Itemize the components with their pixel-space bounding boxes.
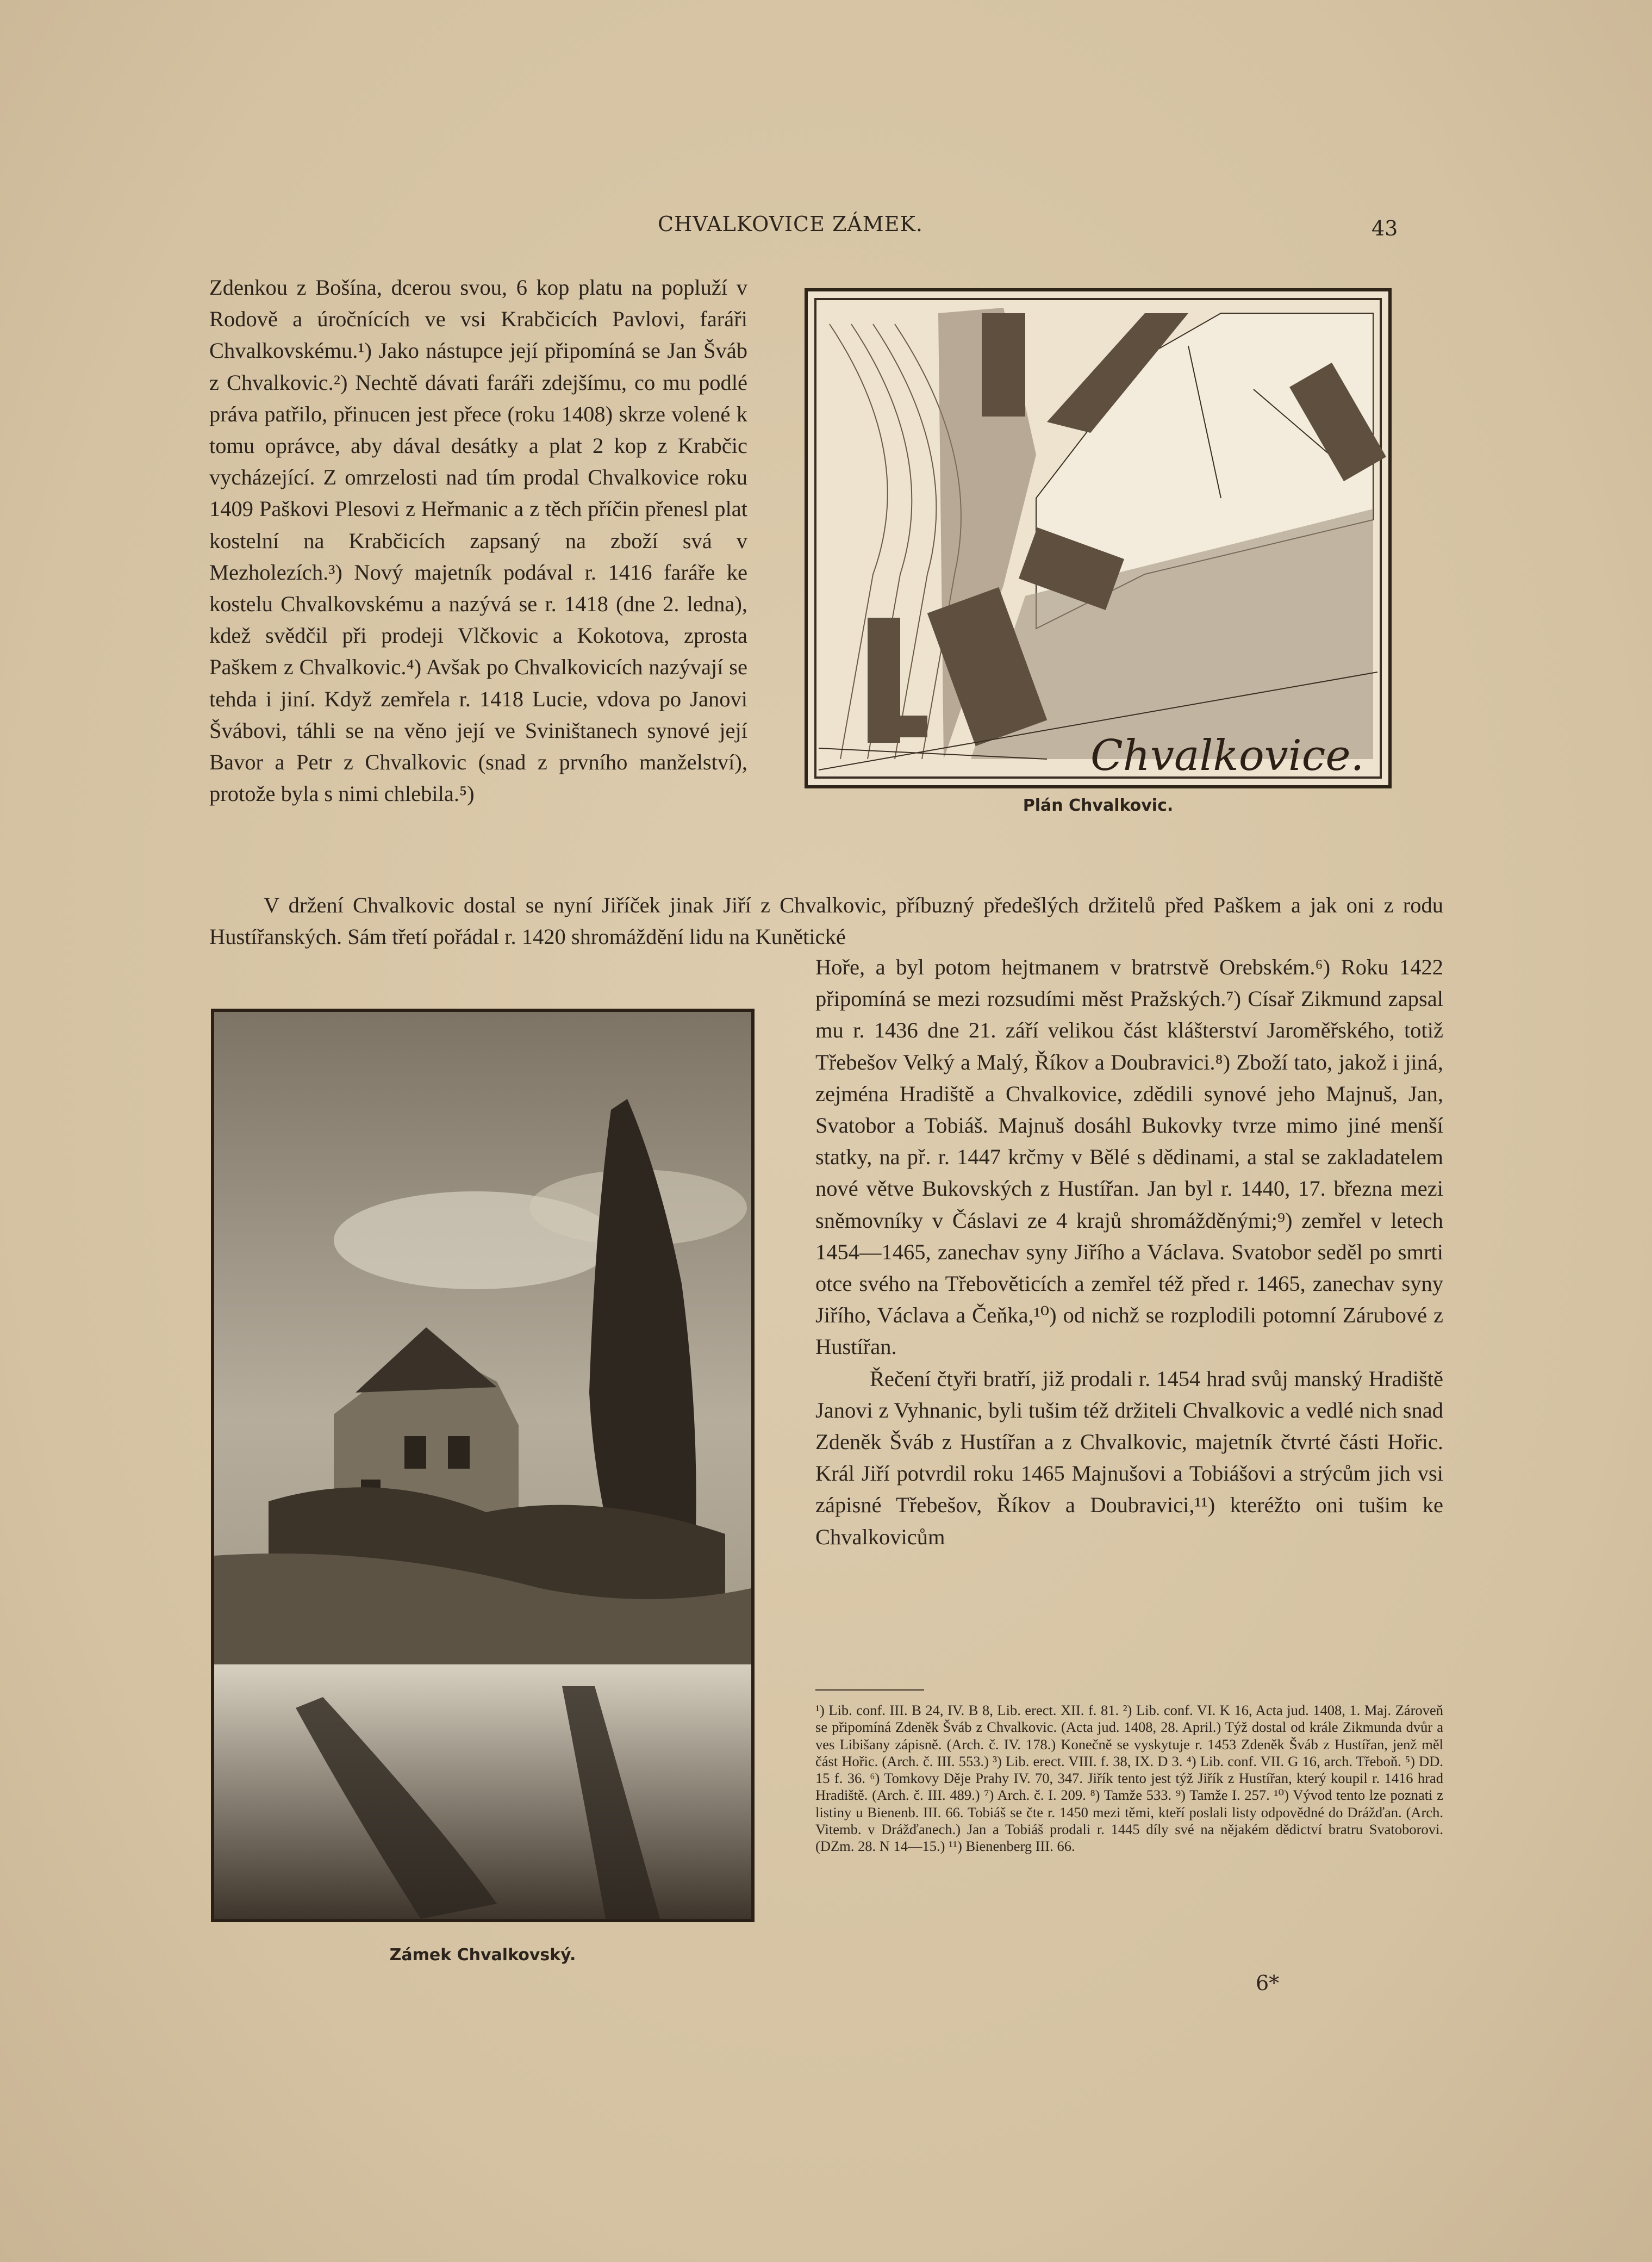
paragraph: Hoře, a byl potom hejtmanem v bratrstvě Orebském.⁶) Roku 1422 připomíná se mezi rozsudími měst Pražských.⁷) Císař Zikmund zapsal mu r. 1436 dne 21. září velikou část klášterství Jaroměřského, totiž Třebešov Velký a Malý, Říkov a Doubravici.⁸) Zboží tato, jakož i jiná, zejména Hradiště a Chvalkovice, zdědili synové jeho Majnuš, Jan, Svatobor a Tobiáš. Majnuš dosáhl Bukovky tvrze mimo jiné menší statky, na př. r. 1447 krčmy v Bělé s dědinami, a stal se zakladatelem nové větve Bukovských z Hustířan. Jan byl r. 1440, 17. března mezi sněmovníky v Čáslavi ze 4 krajů shromážděnými;⁹) zemřel v letech 1454—1465, zanechav syny Jiřího a Václava. Svatobor seděl po smrti otce svého na Třebověticích a zemřel též před r. 1465, zanechav syny Jiřího, Václava a Čeňka,¹⁰) od nichž se rozplodili potomní Zárubové z Hustířan. (815, 955, 1443, 1359)
plan-caption: Plán Chvalkovic. (1023, 796, 1174, 815)
plan-figure (805, 288, 1392, 788)
text-column-right (815, 952, 1443, 1553)
signature-mark: 6* (1256, 1971, 1280, 1995)
page-number: 43 (1372, 216, 1398, 240)
text-full-width (209, 890, 1443, 953)
plan-drawing (808, 291, 1388, 785)
footnote-rule (815, 1689, 924, 1691)
paragraph: V držení Chvalkovic dostal se nyní Jiříček jinak Jiří z Chvalkovic, příbuzný předešlých držitelů před Paškem a jak oni z rodu Hustířanských. Sám třetí pořádal r. 1420 shromáždění lidu na Kunětické (209, 893, 1443, 949)
footnotes: ¹) Lib. conf. III. B 24, IV. B 8, Lib. erect. XII. f. 81. ²) Lib. conf. VI. K 16, Acta jud. 1408, 1. Maj. Zároveň se připomíná Zdeněk Šváb z Chvalkovic. (Acta jud. 1408, 28. April.) Týž dostal od krále Zikmunda dvůr a ves Libišany zápisně. (Arch. č. IV. 178.) Konečně se vyskytuje r. 1453 Zdeněk Šváb z Hustířan, jenž měl část Hořic. (Arch. č. III. 553.) ³) Lib. erect. VIII. f. 38, IX. D 3. ⁴) Lib. conf. VII. G 16, arch. Třeboň. ⁵) DD. 15 f. 36. ⁶) Tomkovy Děje Prahy IV. 70, 347. Jiřík tento jest týž Jiřík z Hustířan, který koupil r. 1416 hrad Hradiště. (Arch. č. III. 489.) ⁷) Arch. č. I. 209. ⁸) Tamže 533. ⁹) Tamže I. 257. ¹⁰) Vývod tento lze poznati z listiny u Bienenb. III. 66. Tobiáš se čte r. 1450 mezi těmi, kteří poslali listy odpovědné do Drážďan. (Arch. Vitemb. v Drážďanech.) Jan a Tobiáš prodali r. 1445 díly své na nějakém dědictví bratru Svatoborovi. (DZm. 28. N 14—15.) ¹¹) Bienenberg III. 66. (815, 1702, 1443, 1855)
page-header (0, 212, 1652, 245)
running-title: CHVALKOVICE ZÁMEK. (658, 212, 923, 236)
plan-label: Chvalkovice. (1090, 731, 1364, 780)
paragraph: Zdenkou z Bošína, dcerou svou, 6 kop platu na popluží v Rodově a úročnících ve vsi Krabčicích Pavlovi, faráři Chvalkovskému.¹) Jako nástupce její připomíná se Jan Šváb z Chvalkovic.²) Nechtě dávati faráři zdejšímu, co mu podlé práva patřilo, přinucen jest přece (roku 1408) skrze volené k tomu oprávce, aby dával desátky a plat 2 kop z Krabčic vycházející. Z omrzelosti nad tím prodal Chvalkovice roku 1409 Paškovi Plesovi z Heřmanic a z těch příčin přenesl plat kostelní na Krabčicích zapsaný na zboží svá v Mezholezích.³) Nový majetník podával r. 1416 faráře ke kostelu Chvalkovskému a nazývá se r. 1418 (dne 2. ledna), kdež svědčil při prodeji Vlčkovic a Kokotova, zprosta Paškem z Chvalkovic.⁴) Avšak po Chvalkovicích nazývají se tehda i jiní. Když zemřela r. 1418 Lucie, vdova po Janovi Švábovi, táhli se na věno její ve Sviništanech synové její Bavor a Petr z Chvalkovic (snad z prvního manželství), protože byla s nimi chlebila.⁵) (209, 275, 747, 806)
text-column-left-top (209, 272, 747, 810)
engraving-drawing (214, 1012, 751, 1919)
engraving-caption: Zámek Chvalkovský. (389, 1946, 576, 1965)
castle-engraving (211, 1009, 755, 1922)
paragraph: Řečení čtyři bratří, již prodali r. 1454 hrad svůj manský Hradiště Janovi z Vyhnanic, byli tušim též držiteli Chvalkovic a vedlé nich snad Zdeněk Šváb z Hustířan a z Chvalkovic, majetník čtvrté části Hořic. Král Jiří potvrdil roku 1465 Majnušovi a Tobiášovi a strýcům jich vsi zápisné Třebešov, Říkov a Doubravici,¹¹) kteréžto oni tušim ke Chvalkovicům (815, 1366, 1443, 1549)
